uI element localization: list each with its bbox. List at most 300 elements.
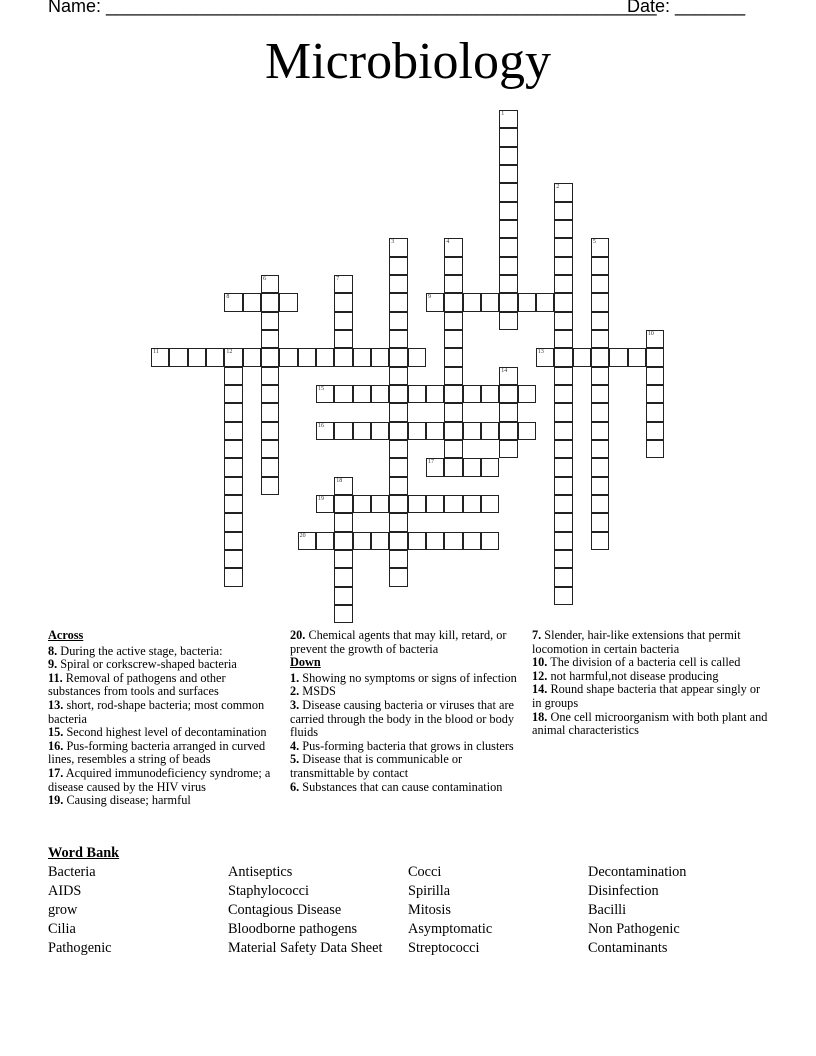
grid-cell[interactable] (243, 293, 261, 311)
grid-cell[interactable] (334, 550, 352, 568)
grid-cell[interactable] (591, 403, 609, 421)
grid-cell[interactable] (389, 550, 407, 568)
word-bank-item: Bacilli (588, 902, 627, 918)
clue (48, 767, 273, 794)
clue-number: 19. (48, 793, 64, 808)
grid-cell[interactable] (554, 330, 572, 348)
grid-cell[interactable] (554, 202, 572, 220)
clue-number: 15 (317, 385, 324, 392)
clue-text: One cell microorganism with both plant and animal characteristics (532, 709, 768, 738)
clue (290, 781, 520, 795)
grid-cell[interactable] (444, 367, 462, 385)
clue (48, 645, 273, 659)
grid-cell[interactable] (499, 110, 517, 128)
grid-cell[interactable] (646, 385, 664, 403)
clues-column-1 (48, 629, 273, 808)
grid-cell[interactable] (554, 275, 572, 293)
clue-number: 6. (290, 779, 300, 794)
grid-cell[interactable] (334, 312, 352, 330)
grid-cell[interactable] (463, 495, 481, 513)
grid-cell[interactable] (224, 385, 242, 403)
grid-cell[interactable] (591, 458, 609, 476)
grid-cell[interactable] (224, 422, 242, 440)
grid-cell[interactable] (444, 440, 462, 458)
clue-number: 6 (262, 275, 266, 282)
grid-cell[interactable] (646, 403, 664, 421)
grid-cell[interactable] (279, 293, 297, 311)
clue-number: 9. (48, 657, 58, 672)
grid-cell[interactable] (389, 312, 407, 330)
clue-number: 3. (290, 697, 300, 712)
grid-cell[interactable] (463, 458, 481, 476)
grid-cell[interactable] (408, 385, 426, 403)
clues-column-3 (532, 629, 772, 738)
grid-cell[interactable] (444, 495, 462, 513)
grid-cell[interactable] (408, 348, 426, 366)
grid-cell[interactable] (426, 458, 444, 476)
clue-number: 10 (647, 330, 654, 337)
grid-cell[interactable] (591, 348, 609, 366)
grid-cell[interactable] (573, 348, 591, 366)
word-bank-item: Pathogenic (48, 940, 112, 956)
grid-cell[interactable] (591, 312, 609, 330)
grid-cell[interactable] (499, 367, 517, 385)
clue-number: 11 (153, 349, 159, 356)
clue-text: Second highest level of decontamination (63, 725, 267, 740)
grid-cell[interactable] (554, 238, 572, 256)
grid-cell[interactable] (518, 422, 536, 440)
grid-cell[interactable] (554, 312, 572, 330)
grid-cell[interactable] (243, 348, 261, 366)
grid-cell[interactable] (389, 403, 407, 421)
grid-cell[interactable] (554, 257, 572, 275)
grid-cell[interactable] (224, 477, 242, 495)
clue (48, 740, 273, 767)
grid-cell[interactable] (261, 458, 279, 476)
grid-cell[interactable] (261, 440, 279, 458)
grid-cell[interactable] (646, 348, 664, 366)
grid-cell[interactable] (389, 257, 407, 275)
grid-cell[interactable] (224, 532, 242, 550)
grid-cell[interactable] (591, 257, 609, 275)
word-bank-item: Asymptomatic (408, 921, 493, 937)
clue-number: 19 (317, 495, 324, 502)
clue-text: Causing disease; harmful (63, 793, 191, 808)
word-bank-item: Cilia (48, 921, 76, 937)
grid-cell[interactable] (426, 532, 444, 550)
clue (532, 683, 772, 710)
grid-cell[interactable] (334, 477, 352, 495)
clue (532, 656, 772, 670)
grid-cell[interactable] (334, 293, 352, 311)
grid-cell[interactable] (463, 293, 481, 311)
word-bank-item: grow (48, 902, 78, 918)
grid-cell[interactable] (389, 513, 407, 531)
grid-cell[interactable] (591, 477, 609, 495)
grid-cell[interactable] (554, 568, 572, 586)
clue-number: 14 (501, 367, 508, 374)
word-bank-item: Mitosis (408, 902, 451, 918)
grid-cell[interactable] (188, 348, 206, 366)
grid-cell[interactable] (481, 458, 499, 476)
clue-text: Round shape bacteria that appear singly or in groups (532, 682, 761, 710)
grid-cell[interactable] (334, 422, 352, 440)
grid-cell[interactable] (389, 477, 407, 495)
grid-cell[interactable] (389, 495, 407, 513)
clue-number: 2. (290, 684, 300, 699)
grid-cell[interactable] (591, 532, 609, 550)
grid-cell[interactable] (499, 202, 517, 220)
grid-cell[interactable] (371, 532, 389, 550)
grid-cell[interactable] (389, 293, 407, 311)
grid-cell[interactable] (224, 440, 242, 458)
grid-cell[interactable] (646, 422, 664, 440)
grid-cell[interactable] (389, 422, 407, 440)
clue (532, 711, 772, 738)
grid-cell[interactable] (554, 220, 572, 238)
grid-cell[interactable] (224, 458, 242, 476)
grid-cell[interactable] (499, 128, 517, 146)
grid-cell[interactable] (536, 293, 554, 311)
grid-cell[interactable] (334, 605, 352, 623)
grid-cell[interactable] (591, 367, 609, 385)
grid-cell[interactable] (499, 220, 517, 238)
grid-cell[interactable] (261, 422, 279, 440)
clue-text: During the active stage, bacteria: (57, 643, 223, 658)
grid-cell[interactable] (481, 385, 499, 403)
across-heading: Across (48, 628, 84, 642)
clue-number: 18 (336, 477, 343, 484)
clues-column-2 (290, 629, 520, 794)
grid-cell[interactable] (591, 330, 609, 348)
clue (290, 699, 520, 740)
grid-cell[interactable] (591, 385, 609, 403)
word-bank-list (48, 863, 768, 958)
grid-cell[interactable] (224, 348, 242, 366)
grid-cell[interactable] (334, 532, 352, 550)
grid-cell[interactable] (499, 403, 517, 421)
clue (532, 670, 772, 684)
grid-cell[interactable] (499, 238, 517, 256)
grid-cell[interactable] (444, 293, 462, 311)
word-bank-item: Staphylococci (228, 883, 309, 899)
word-bank-item: Spirilla (408, 883, 451, 899)
word-bank-item: Streptococci (408, 940, 480, 956)
grid-cell[interactable] (298, 348, 316, 366)
grid-cell[interactable] (224, 568, 242, 586)
clue-number: 3 (391, 239, 395, 246)
word-bank-heading: Word Bank (48, 845, 120, 861)
grid-cell[interactable] (151, 348, 169, 366)
grid-cell[interactable] (389, 385, 407, 403)
grid-cell[interactable] (206, 348, 224, 366)
grid-cell[interactable] (591, 238, 609, 256)
grid-cell[interactable] (554, 587, 572, 605)
grid-cell[interactable] (499, 293, 517, 311)
grid-cell[interactable] (444, 330, 462, 348)
clue-text: The division of a bacteria cell is called (547, 655, 741, 670)
clue-number: 1 (501, 111, 505, 117)
grid-cell[interactable] (554, 293, 572, 311)
grid-cell[interactable] (518, 293, 536, 311)
grid-cell[interactable] (353, 385, 371, 403)
grid-cell[interactable] (444, 532, 462, 550)
grid-cell[interactable] (591, 440, 609, 458)
clue-number: 17. (48, 765, 64, 780)
clue-text: Substances that can cause contamination (299, 779, 503, 794)
clue-number: 14. (532, 682, 548, 697)
word-bank (48, 845, 768, 958)
grid-cell[interactable] (353, 495, 371, 513)
clue-text: Acquired immunodeficiency syndrome; a disease caused by the HIV virus (48, 765, 271, 794)
clue (48, 794, 273, 808)
grid-cell[interactable] (499, 165, 517, 183)
clue-number: 7. (532, 628, 542, 642)
clue (290, 740, 520, 754)
grid-cell[interactable] (389, 275, 407, 293)
clue (290, 672, 520, 686)
grid-cell[interactable] (389, 532, 407, 550)
grid-cell[interactable] (554, 183, 572, 201)
grid-cell[interactable] (591, 495, 609, 513)
word-bank-item: Material Safety Data Sheet (228, 940, 383, 956)
grid-cell[interactable] (444, 275, 462, 293)
grid-cell[interactable] (554, 477, 572, 495)
grid-cell[interactable] (591, 293, 609, 311)
grid-cell[interactable] (353, 348, 371, 366)
clue (532, 629, 772, 656)
grid-cell[interactable] (353, 532, 371, 550)
grid-cell[interactable] (463, 385, 481, 403)
word-bank-item: Decontamination (588, 864, 687, 880)
clue (48, 658, 273, 672)
grid-cell[interactable] (371, 422, 389, 440)
clue-number: 8 (226, 294, 230, 301)
word-bank-item: Antiseptics (228, 864, 293, 880)
clue-text: Disease causing bacteria or viruses that are carried through the body in the blood or body fluids (290, 697, 515, 740)
grid-cell[interactable] (426, 422, 444, 440)
grid-cell[interactable] (646, 367, 664, 385)
grid-cell[interactable] (334, 495, 352, 513)
grid-cell[interactable] (499, 275, 517, 293)
grid-cell[interactable] (481, 293, 499, 311)
clue (48, 699, 273, 726)
grid-cell[interactable] (279, 348, 297, 366)
grid-cell[interactable] (408, 495, 426, 513)
grid-cell[interactable] (444, 422, 462, 440)
grid-cell[interactable] (261, 293, 279, 311)
page-title: Microbiology (265, 33, 551, 90)
clue-number: 12 (226, 349, 233, 356)
grid-cell[interactable] (316, 495, 334, 513)
grid-cell[interactable] (499, 385, 517, 403)
grid-cell[interactable] (481, 422, 499, 440)
grid-cell[interactable] (591, 422, 609, 440)
clue-text: Removal of pathogens and other substances from tools and surfaces (48, 670, 226, 699)
clue-number: 16 (317, 422, 324, 429)
clue-number: 16. (48, 738, 64, 753)
grid-cell[interactable] (261, 367, 279, 385)
grid-cell[interactable] (261, 403, 279, 421)
grid-cell[interactable] (554, 348, 572, 366)
grid-cell[interactable] (426, 293, 444, 311)
clue-number: 20 (299, 532, 306, 539)
word-bank-item: Cocci (408, 864, 442, 880)
word-bank-item: Non Pathogenic (588, 921, 680, 937)
grid-cell[interactable] (591, 513, 609, 531)
grid-cell[interactable] (334, 513, 352, 531)
grid-cell[interactable] (316, 532, 334, 550)
grid-cell[interactable] (371, 495, 389, 513)
grid-cell[interactable] (554, 422, 572, 440)
clue-number: 13 (537, 349, 544, 356)
clue-number: 1. (290, 670, 300, 685)
clue-number: 4 (446, 239, 450, 246)
grid-cell[interactable] (316, 385, 334, 403)
grid-cell[interactable] (499, 440, 517, 458)
grid-cell[interactable] (316, 422, 334, 440)
grid-cell[interactable] (646, 330, 664, 348)
grid-cell[interactable] (499, 257, 517, 275)
grid-cell[interactable] (554, 458, 572, 476)
grid-cell[interactable] (334, 385, 352, 403)
grid-cell[interactable] (334, 348, 352, 366)
clue-number: 15. (48, 725, 64, 740)
grid-cell[interactable] (389, 367, 407, 385)
clue-number: 4. (290, 738, 300, 753)
grid-cell[interactable] (371, 348, 389, 366)
grid-cell[interactable] (554, 403, 572, 421)
word-bank-item: Contaminants (588, 940, 668, 956)
grid-cell[interactable] (389, 238, 407, 256)
grid-cell[interactable] (481, 532, 499, 550)
grid-cell[interactable] (444, 257, 462, 275)
name-field[interactable]: Name: _______________________________________________________ (48, 0, 657, 16)
grid-cell[interactable] (536, 348, 554, 366)
grid-cell[interactable] (463, 422, 481, 440)
grid-cell[interactable] (426, 495, 444, 513)
grid-cell[interactable] (499, 147, 517, 165)
grid-cell[interactable] (554, 385, 572, 403)
clue (48, 726, 273, 740)
grid-cell[interactable] (389, 330, 407, 348)
grid-cell[interactable] (518, 385, 536, 403)
clue-text: Disease that is communicable or transmittable by contact (290, 752, 463, 780)
grid-cell[interactable] (261, 330, 279, 348)
word-bank-item: AIDS (48, 883, 82, 899)
grid-cell[interactable] (224, 403, 242, 421)
grid-cell[interactable] (334, 568, 352, 586)
clue (48, 672, 273, 699)
grid-cell[interactable] (444, 458, 462, 476)
clue-text: Spiral or corkscrew-shaped bacteria (57, 657, 237, 672)
clue-text: Slender, hair-like extensions that permit locomotion in certain bacteria (532, 628, 741, 656)
grid-cell[interactable] (408, 422, 426, 440)
grid-cell[interactable] (353, 422, 371, 440)
grid-cell[interactable] (499, 312, 517, 330)
grid-cell[interactable] (334, 275, 352, 293)
grid-cell[interactable] (224, 293, 242, 311)
clue-text: MSDS (299, 684, 336, 699)
word-bank-item: Bacteria (48, 864, 96, 880)
grid-cell[interactable] (554, 440, 572, 458)
grid-cell[interactable] (554, 532, 572, 550)
clue-number: 7 (336, 275, 340, 282)
clue-number: 12. (532, 668, 548, 683)
clue-text: not harmful,not disease producing (547, 668, 719, 683)
grid-cell[interactable] (554, 367, 572, 385)
grid-cell[interactable] (334, 330, 352, 348)
clue-text: short, rod-shape bacteria; most common bacteria (48, 697, 265, 726)
word-bank-item: Contagious Disease (228, 902, 342, 918)
grid-cell[interactable] (444, 312, 462, 330)
grid-cell[interactable] (298, 532, 316, 550)
grid-cell[interactable] (261, 348, 279, 366)
down-heading: Down (290, 655, 321, 670)
clue-text: Pus-forming bacteria arranged in curved lines, resembles a string of beads (48, 738, 266, 767)
grid-cell[interactable] (591, 275, 609, 293)
grid-cell[interactable] (499, 183, 517, 201)
clue-number: 5 (592, 239, 596, 246)
clue-number: 5. (290, 752, 300, 767)
grid-cell[interactable] (371, 385, 389, 403)
clue-number: 13. (48, 697, 64, 712)
grid-cell[interactable] (224, 513, 242, 531)
grid-cell[interactable] (224, 495, 242, 513)
clue-number: 17 (427, 459, 434, 466)
grid-cell[interactable] (554, 495, 572, 513)
word-bank-item: Disinfection (588, 883, 659, 899)
grid-cell[interactable] (261, 312, 279, 330)
word-bank-item: Bloodborne pathogens (228, 921, 358, 937)
grid-cell[interactable] (609, 348, 627, 366)
grid-cell[interactable] (261, 275, 279, 293)
grid-cell[interactable] (224, 367, 242, 385)
grid-cell[interactable] (444, 238, 462, 256)
grid-cell[interactable] (463, 532, 481, 550)
grid-cell[interactable] (334, 587, 352, 605)
grid-cell[interactable] (554, 550, 572, 568)
grid-cell[interactable] (426, 385, 444, 403)
clue-number: 9 (427, 294, 431, 301)
grid-cell[interactable] (646, 440, 664, 458)
grid-cell[interactable] (628, 348, 646, 366)
grid-cell[interactable] (389, 348, 407, 366)
date-field[interactable]: Date: _______ (627, 0, 746, 16)
clue-number: 11. (48, 670, 63, 685)
grid-cell[interactable] (316, 348, 334, 366)
grid-cell[interactable] (444, 403, 462, 421)
grid-cell[interactable] (389, 440, 407, 458)
grid-cell[interactable] (389, 568, 407, 586)
grid-cell[interactable] (444, 385, 462, 403)
grid-cell[interactable] (499, 422, 517, 440)
grid-cell[interactable] (481, 495, 499, 513)
clue-number: 20. (290, 628, 306, 642)
grid-cell[interactable] (169, 348, 187, 366)
grid-cell[interactable] (444, 348, 462, 366)
grid-cell[interactable] (389, 458, 407, 476)
clue (290, 753, 520, 780)
grid-cell[interactable] (554, 513, 572, 531)
clue (290, 685, 520, 699)
clue-number: 18. (532, 709, 548, 724)
grid-cell[interactable] (261, 477, 279, 495)
grid-cell[interactable] (261, 385, 279, 403)
grid-cell[interactable] (408, 532, 426, 550)
clue-text: Pus-forming bacteria that grows in clusters (299, 738, 514, 753)
grid-cell[interactable] (224, 550, 242, 568)
